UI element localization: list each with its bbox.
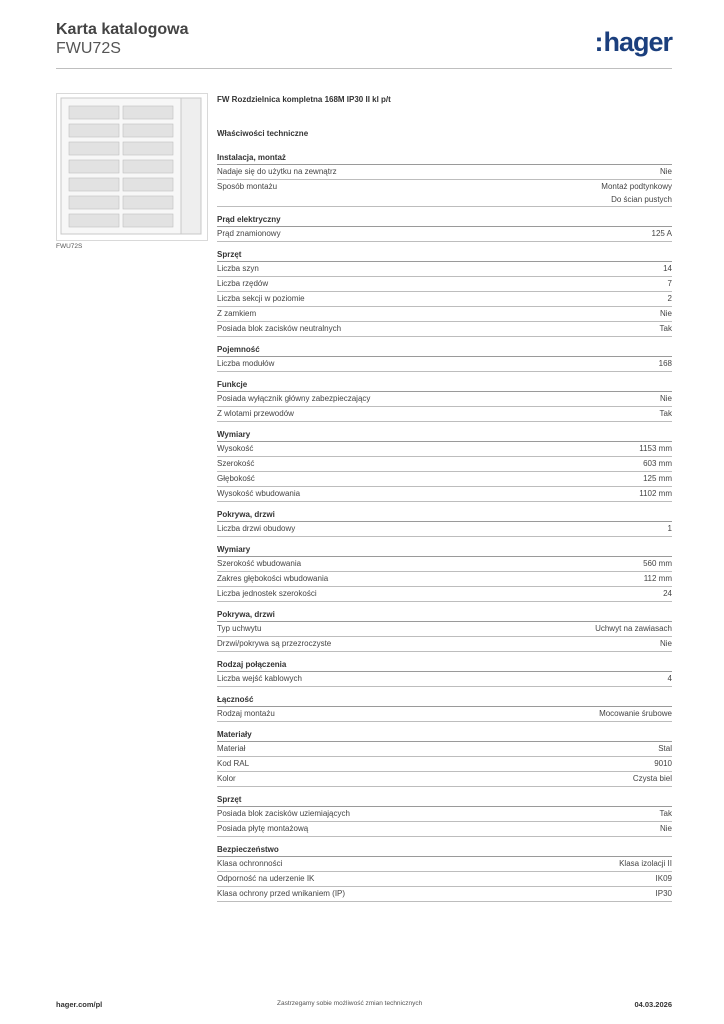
product-image — [56, 93, 208, 241]
rail-slot — [69, 214, 119, 227]
spec-value: Nie — [659, 167, 672, 176]
rail-slot — [123, 142, 173, 155]
section-heading: Łączność — [217, 695, 672, 707]
section-heading: Sprzęt — [217, 250, 672, 262]
hager-logo: :hager — [594, 27, 672, 57]
rail-slot — [69, 124, 119, 137]
spec-label: Posiada wyłącznik główny zabezpieczający — [217, 394, 371, 403]
spec-value: 4 — [667, 674, 672, 683]
spec-value: Tak — [659, 409, 672, 418]
spec-value: 2 — [667, 294, 672, 303]
spec-value: Montaż podtynkowy Do ścian pustych — [601, 182, 672, 204]
spec-value: Stal — [658, 744, 672, 753]
spec-value: IP30 — [655, 889, 672, 898]
spec-row — [217, 357, 672, 372]
spec-row — [217, 392, 672, 407]
rail-slot — [123, 106, 173, 119]
section-heading: Rodzaj połączenia — [217, 660, 672, 672]
footer-website[interactable]: hager.com/pl — [56, 1000, 103, 1009]
spec-value: Nie — [659, 639, 672, 648]
header-divider — [56, 68, 672, 69]
spec-row — [217, 262, 672, 277]
section-heading: Materiały — [217, 730, 672, 742]
section-heading: Instalacja, montaż — [217, 153, 672, 165]
spec-label: Zakres głębokości wbudowania — [217, 574, 329, 583]
spec-row — [217, 165, 672, 180]
spec-row — [217, 307, 672, 322]
spec-label: Liczba szyn — [217, 264, 259, 273]
spec-label: Szerokość wbudowania — [217, 559, 302, 568]
spec-value: 168 — [658, 359, 672, 368]
spec-value: 560 mm — [643, 559, 672, 568]
product-code: FWU72S — [56, 40, 121, 57]
spec-content — [217, 95, 672, 902]
spec-value: 1102 mm — [639, 489, 672, 498]
spec-label: Wysokość — [217, 444, 254, 453]
product-name: FW Rozdzielnica kompletna 168M IP30 II kl p/t — [217, 95, 391, 104]
spec-value: Tak — [659, 809, 672, 818]
spec-label: Nadaje się do użytku na zewnątrz — [217, 167, 337, 176]
section-heading: Wymiary — [217, 430, 672, 442]
spec-row — [217, 472, 672, 487]
spec-label: Liczba sekcji w poziomie — [217, 294, 305, 303]
footer-date: 04.03.2026 — [634, 1000, 672, 1009]
spec-row — [217, 622, 672, 637]
rail-slot — [123, 196, 173, 209]
rail-slot — [69, 196, 119, 209]
spec-value: IK09 — [655, 874, 672, 883]
spec-row — [217, 672, 672, 687]
spec-row — [217, 457, 672, 472]
spec-label: Kolor — [217, 774, 236, 783]
spec-value: 24 — [663, 589, 672, 598]
technical-properties-heading: Właściwości techniczne — [217, 129, 309, 138]
spec-label: Typ uchwytu — [217, 624, 262, 633]
document-title: Karta katalogowa — [56, 21, 189, 38]
rail-slot — [69, 178, 119, 191]
image-caption: FWU72S — [56, 243, 83, 250]
spec-value: Klasa izolacji II — [619, 859, 672, 868]
spec-value: Uchwyt na zawiasach — [595, 624, 672, 633]
spec-label: Materiał — [217, 744, 246, 753]
spec-row — [217, 180, 672, 207]
spec-label: Kod RAL — [217, 759, 250, 768]
rail-slot — [123, 178, 173, 191]
spec-label: Rodzaj montażu — [217, 709, 275, 718]
spec-value: Nie — [659, 309, 672, 318]
rail-slot — [69, 160, 119, 173]
spec-label: Z zamkiem — [217, 309, 257, 318]
spec-label: Klasa ochrony przed wnikaniem (IP) — [217, 889, 346, 898]
spec-label: Posiada blok zacisków uziemiających — [217, 809, 350, 818]
rail-slot — [69, 106, 119, 119]
section-heading: Prąd elektryczny — [217, 215, 672, 227]
spec-value: Mocowanie śrubowe — [599, 709, 672, 718]
spec-row — [217, 277, 672, 292]
section-heading: Bezpieczeństwo — [217, 845, 672, 857]
spec-row — [217, 442, 672, 457]
spec-row — [217, 637, 672, 652]
rail-slot — [123, 160, 173, 173]
section-heading: Sprzęt — [217, 795, 672, 807]
spec-label: Odporność na uderzenie IK — [217, 874, 315, 883]
spec-value: 125 A — [651, 229, 672, 238]
spec-value: 14 — [663, 264, 672, 273]
spec-value: Tak — [659, 324, 672, 333]
spec-label: Sposób montażu — [217, 182, 278, 191]
spec-value: 125 mm — [643, 474, 672, 483]
rail-slot — [69, 142, 119, 155]
spec-row — [217, 557, 672, 572]
spec-label: Posiada blok zacisków neutralnych — [217, 324, 342, 333]
section-heading: Wymiary — [217, 545, 672, 557]
spec-row — [217, 522, 672, 537]
section-heading: Funkcje — [217, 380, 672, 392]
section-heading: Pojemność — [217, 345, 672, 357]
spec-row — [217, 822, 672, 837]
spec-label: Klasa ochronności — [217, 859, 283, 868]
spec-label: Liczba wejść kablowych — [217, 674, 302, 683]
spec-row — [217, 887, 672, 902]
spec-row — [217, 407, 672, 422]
footer-disclaimer: Zastrzegamy sobie możliwość zmian technicznych — [277, 1000, 423, 1007]
spec-row — [217, 872, 672, 887]
spec-value: Nie — [659, 394, 672, 403]
spec-value: 603 mm — [643, 459, 672, 468]
spec-label: Szerokość — [217, 459, 255, 468]
spec-label: Liczba jednostek szerokości — [217, 589, 317, 598]
spec-row — [217, 487, 672, 502]
spec-label: Głębokość — [217, 474, 255, 483]
spec-label: Drzwi/pokrywa są przezroczyste — [217, 639, 332, 648]
spec-value: Czysta biel — [632, 774, 672, 783]
spec-row — [217, 322, 672, 337]
rail-slot — [123, 214, 173, 227]
spec-value: Nie — [659, 824, 672, 833]
spec-row — [217, 807, 672, 822]
spec-value: 1 — [667, 524, 672, 533]
spec-value: 112 mm — [643, 574, 672, 583]
spec-sections — [217, 153, 672, 902]
spec-row — [217, 757, 672, 772]
spec-label: Prąd znamionowy — [217, 229, 281, 238]
spec-label: Z wlotami przewodów — [217, 409, 294, 418]
spec-value: 1153 mm — [639, 444, 672, 453]
spec-value: 9010 — [654, 759, 672, 768]
spec-row — [217, 742, 672, 757]
spec-label: Liczba drzwi obudowy — [217, 524, 296, 533]
section-heading: Pokrywa, drzwi — [217, 510, 672, 522]
spec-label: Liczba rzędów — [217, 279, 269, 288]
spec-label: Posiada płytę montażową — [217, 824, 309, 833]
spec-row — [217, 857, 672, 872]
spec-row — [217, 227, 672, 242]
spec-label: Wysokość wbudowania — [217, 489, 301, 498]
spec-row — [217, 587, 672, 602]
spec-row — [217, 707, 672, 722]
spec-row — [217, 572, 672, 587]
spec-row — [217, 292, 672, 307]
spec-value: 7 — [667, 279, 672, 288]
spec-row — [217, 772, 672, 787]
rail-slot — [123, 124, 173, 137]
section-heading: Pokrywa, drzwi — [217, 610, 672, 622]
spec-label: Liczba modułów — [217, 359, 275, 368]
